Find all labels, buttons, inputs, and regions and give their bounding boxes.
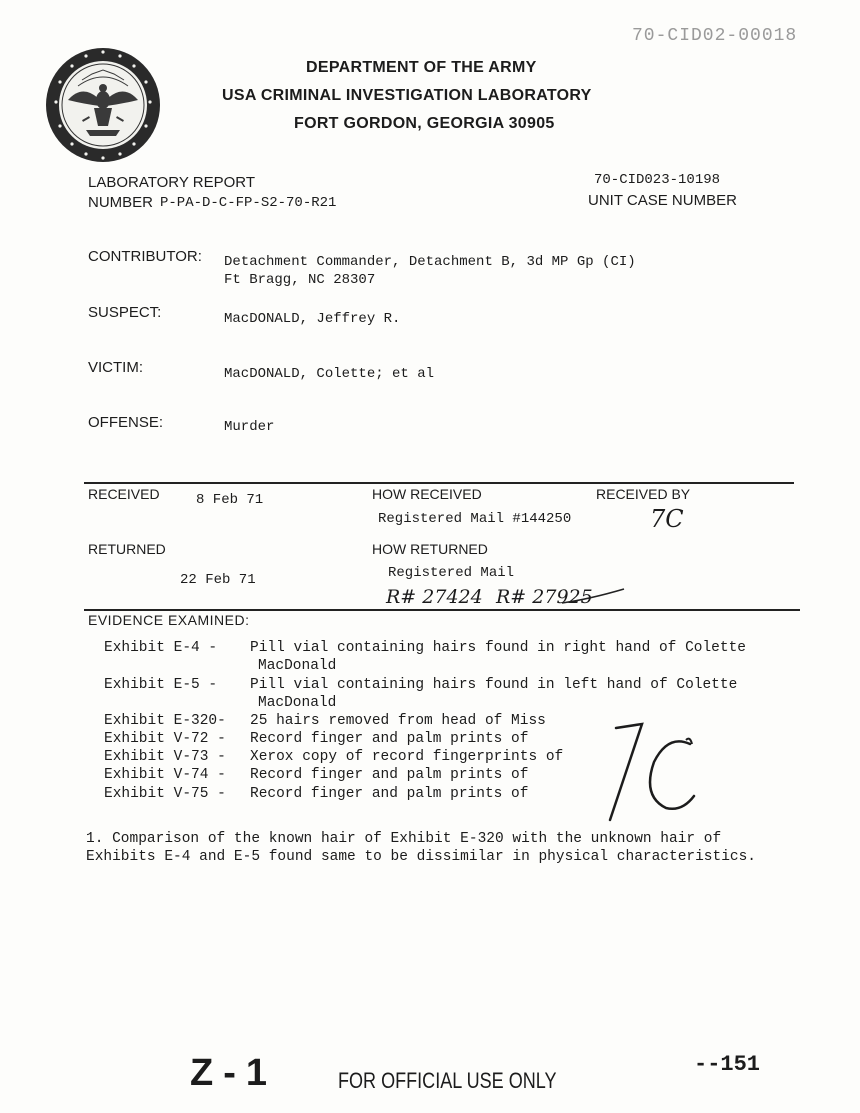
letterhead-line-3: FORT GORDON, GEORGIA 30905 xyxy=(294,115,555,132)
returned-label: RETURNED xyxy=(88,541,166,557)
return-receipt-2: R# 27925 xyxy=(496,586,593,608)
victim-name: MacDONALD, Colette; et al xyxy=(224,366,435,382)
victim-label: VICTIM: xyxy=(88,359,143,376)
return-receipt-1: R# 27424 xyxy=(386,586,483,608)
contributor-label: CONTRIBUTOR: xyxy=(88,248,202,265)
classification-marking: FOR OFFICIAL USE ONLY xyxy=(338,1068,557,1093)
evidence-desc: Xerox copy of record fingerprints of xyxy=(250,749,564,765)
evidence-row: Exhibit V-73 - xyxy=(104,749,226,765)
how-returned-value: Registered Mail xyxy=(388,565,515,581)
report-number: P-PA-D-C-FP-S2-70-R21 xyxy=(160,195,337,211)
evidence-desc: Record finger and palm prints of xyxy=(250,731,529,747)
received-by-initials: 7C xyxy=(650,505,684,533)
returned-date: 22 Feb 71 xyxy=(180,572,256,588)
unit-case-number: 70-CID023-10198 xyxy=(594,172,721,188)
document-number: 70-CID02-00018 xyxy=(632,26,798,46)
contributor-line-2: Ft Bragg, NC 28307 xyxy=(224,272,376,288)
suspect-label: SUSPECT: xyxy=(88,304,162,321)
report-label: LABORATORY REPORT xyxy=(88,174,255,191)
evidence-desc-cont: MacDonald xyxy=(258,695,337,711)
how-received-label: HOW RECEIVED xyxy=(372,486,482,502)
evidence-row: Exhibit V-72 - xyxy=(104,731,226,747)
evidence-row: Exhibit E-5 - xyxy=(104,677,218,693)
evidence-top-rule xyxy=(84,609,800,611)
receipt-top-rule xyxy=(84,482,794,484)
received-label: RECEIVED xyxy=(88,486,160,502)
offense-label: OFFENSE: xyxy=(88,414,164,431)
findings-line-2: Exhibits E-4 and E-5 found same to be dissimilar in physical characteristics. xyxy=(86,849,757,865)
evidence-desc: 25 hairs removed from head of Miss xyxy=(250,713,546,729)
how-returned-label: HOW RETURNED xyxy=(372,541,488,557)
letterhead-line-2: USA CRIMINAL INVESTIGATION LABORATORY xyxy=(222,87,592,104)
findings-line-1: 1. Comparison of the known hair of Exhibit E-320 with the unknown hair of xyxy=(86,831,722,847)
evidence-desc: Record finger and palm prints of xyxy=(250,786,529,802)
page-number: --151 xyxy=(694,1052,761,1077)
letterhead-line-1: DEPARTMENT OF THE ARMY xyxy=(306,59,537,76)
offense-value: Murder xyxy=(224,419,275,435)
evidence-row: Exhibit V-74 - xyxy=(104,767,226,783)
unit-case-label: UNIT CASE NUMBER xyxy=(588,192,737,209)
redaction-mark-7c-icon xyxy=(598,716,718,826)
dod-seal-icon xyxy=(42,46,164,164)
evidence-row: Exhibit E-4 - xyxy=(104,640,218,656)
evidence-desc: Record finger and palm prints of xyxy=(250,767,529,783)
evidence-title: EVIDENCE EXAMINED: xyxy=(88,612,250,628)
how-received-value: Registered Mail #144250 xyxy=(378,511,572,527)
redaction-mark xyxy=(598,716,718,826)
handwritten-page-mark: Z-1 xyxy=(190,1052,277,1094)
report-number-label: NUMBER xyxy=(88,194,154,211)
contributor-line-1: Detachment Commander, Detachment B, 3d MP Gp (CI) xyxy=(224,254,636,270)
evidence-row: Exhibit V-75 - xyxy=(104,786,226,802)
evidence-desc-cont: MacDonald xyxy=(258,658,337,674)
received-by-label: RECEIVED BY xyxy=(596,486,691,502)
evidence-row: Exhibit E-320- xyxy=(104,713,226,729)
evidence-desc: Pill vial containing hairs found in left hand of Colette xyxy=(250,677,738,693)
suspect-name: MacDONALD, Jeffrey R. xyxy=(224,311,401,327)
received-date: 8 Feb 71 xyxy=(196,492,264,508)
evidence-desc: Pill vial containing hairs found in right hand of Colette xyxy=(250,640,746,656)
